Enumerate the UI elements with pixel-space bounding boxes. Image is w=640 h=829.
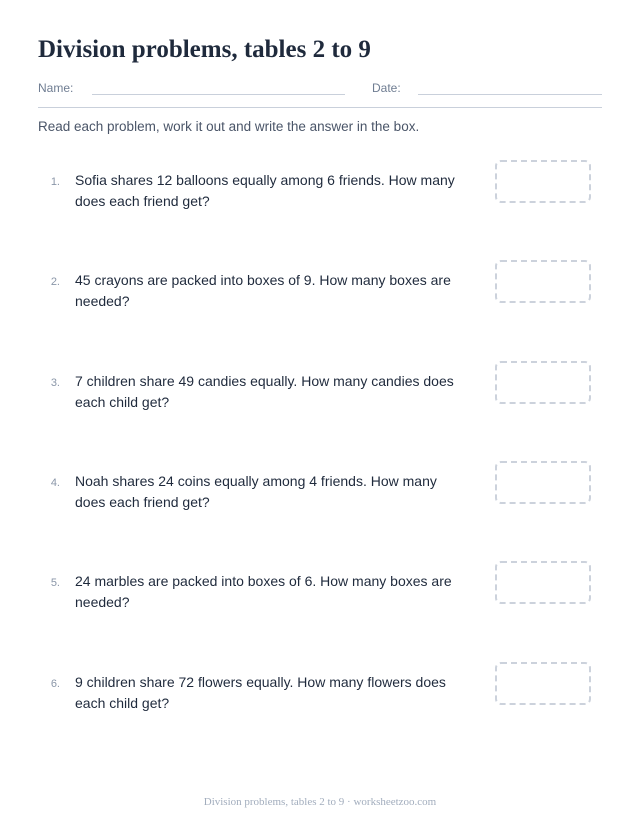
answer-box[interactable] (495, 361, 591, 404)
answer-box[interactable] (495, 260, 591, 303)
problem-number: 6. (50, 678, 60, 690)
problem-text: 45 crayons are packed into boxes of 9. How many boxes are needed? (75, 272, 451, 309)
problem-item (0, 170, 640, 230)
answer-box[interactable] (495, 160, 591, 203)
problem-text: 9 children share 72 flowers equally. How many flowers does each child get? (75, 674, 446, 711)
problem-item (0, 471, 640, 531)
worksheet-title: Division problems, tables 2 to 9 (38, 36, 371, 63)
problem-item (0, 672, 640, 732)
problem-number: 1. (50, 176, 60, 188)
answer-box[interactable] (495, 561, 591, 604)
problem-number: 3. (50, 377, 60, 389)
footer-text: Division problems, tables 2 to 9 · worksheetzoo.com (203, 796, 437, 808)
answer-box[interactable] (495, 461, 591, 504)
header-divider (38, 107, 602, 108)
date-label: Date: (372, 81, 401, 95)
problem-text: Noah shares 24 coins equally among 4 friends. How many does each friend get? (75, 473, 437, 510)
problem-text: 7 children share 49 candies equally. How many candies does each child get? (75, 373, 454, 410)
problem-text: Sofia shares 12 balloons equally among 6 friends. How many does each friend get? (75, 172, 455, 209)
date-line[interactable] (418, 94, 602, 95)
problem-item (0, 371, 640, 431)
problem-item (0, 270, 640, 330)
problem-number: 5. (50, 577, 60, 589)
answer-box[interactable] (495, 662, 591, 705)
instructions: Read each problem, work it out and write the answer in the box. (38, 119, 420, 134)
problem-number: 2. (50, 276, 60, 288)
name-label: Name: (38, 81, 74, 95)
problem-item (0, 571, 640, 631)
name-line[interactable] (92, 94, 345, 95)
problem-number: 4. (50, 477, 60, 489)
problem-text: 24 marbles are packed into boxes of 6. How many boxes are needed? (75, 573, 452, 610)
